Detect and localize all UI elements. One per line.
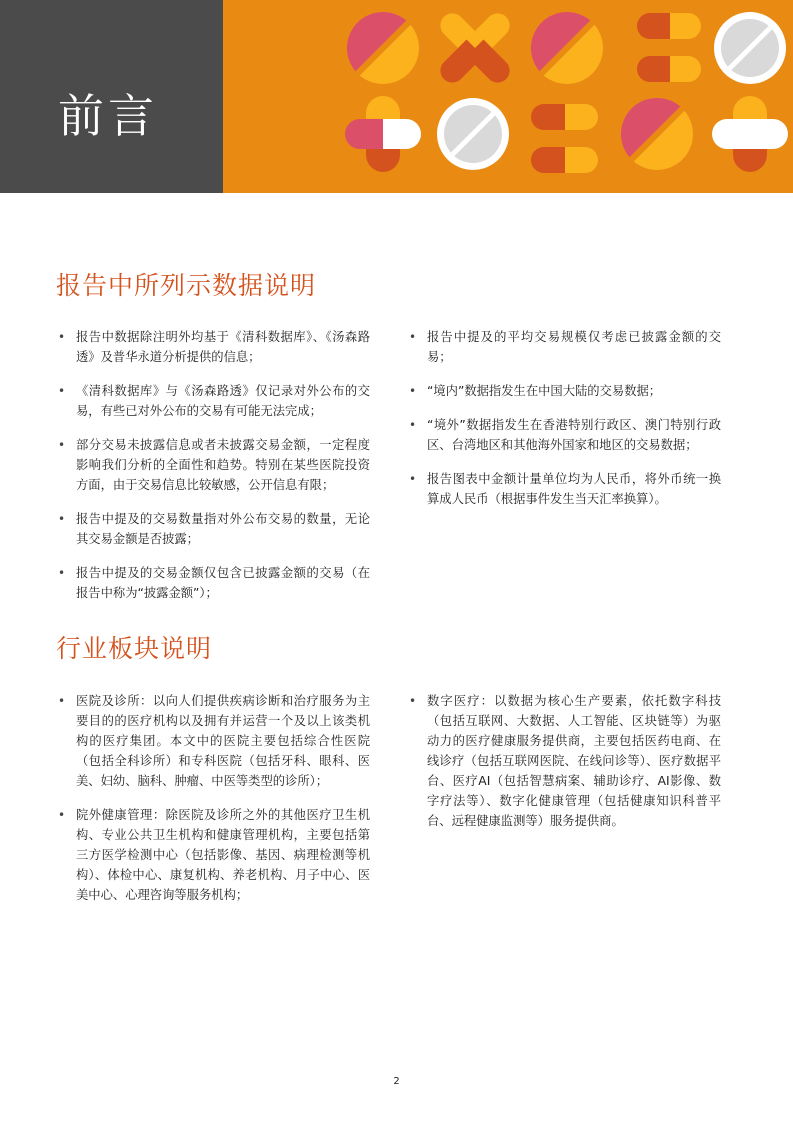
cross-icon (712, 96, 788, 172)
page-number: 2 (393, 1076, 400, 1087)
header-banner (0, 0, 793, 193)
pill-white-icon (714, 12, 786, 84)
pill-pink-yellow-icon (621, 98, 693, 170)
industry-left-list (58, 691, 370, 919)
pill-white-icon (437, 98, 509, 170)
list-item: • 部分交易未披露信息或者未披露交易金额，一定程度影响我们分析的全面性和趋势。特别在某些医院投资方面，由于交易信息比较敏感，公开信息有限； (58, 435, 370, 495)
pill-pattern-graphic (223, 0, 793, 193)
industry-right-list (409, 691, 721, 845)
list-item: • “境外”数据指发生在香港特别行政区、澳门特别行政区、台湾地区和其他海外国家和地区的交易数据； (409, 415, 721, 455)
list-item: • 医院及诊所：以向人们提供疾病诊断和治疗服务为主要目的的医疗机构以及拥有并运营一个及以上该类机构的医疗集团。本文中的医院主要包括综合性医院（包括全科诊所）和专科医院（包括牙科、眼科、医美、妇幼、脑科、肿瘤、中医等类型的诊所）； (58, 691, 370, 791)
list-item: • 报告中提及的交易金额仅包含已披露金额的交易（在报告中称为“披露金额”）； (58, 563, 370, 603)
data-notes-right-list (409, 327, 721, 523)
cross-icon (413, 0, 537, 110)
capsule-pair-icon (531, 104, 598, 173)
section-title-industry: 行业板块说明 (56, 634, 213, 663)
list-item: • 数字医疗：以数据为核心生产要素，依托数字科技（包括互联网、大数据、人工智能、区块链等）为驱动力的医疗健康服务提供商，主要包括医药电商、在线诊疗（包括互联网医院、在线问诊等）、医疗数据平台、医疗AI（包括智慧病案、辅助诊疗、AI影像、数字疗法等）、数字化健康管理（包括健康知识科普平台、远程健康监测等）服务提供商。 (409, 691, 721, 831)
list-item: • “境内”数据指发生在中国大陆的交易数据； (409, 381, 721, 401)
capsule-pair-icon (637, 13, 701, 82)
list-item: • 院外健康管理：除医院及诊所之外的其他医疗卫生机构、专业公共卫生机构和健康管理机构，主要包括第三方医学检测中心（包括影像、基因、病理检测等机构）、体检中心、康复机构、养老机构、月子中心、医美中心、心理咨询等服务机构； (58, 805, 370, 905)
list-item: • 《清科数据库》与《汤森路透》仅记录对外公布的交易，有些已对外公布的交易有可能无法完成； (58, 381, 370, 421)
list-item: • 报告图表中金额计量单位均为人民币，将外币统一换算成人民币（根据事件发生当天汇率换算）。 (409, 469, 721, 509)
list-item: • 报告中提及的平均交易规模仅考虑已披露金额的交易； (409, 327, 721, 367)
cross-icon (345, 96, 421, 172)
section-title-data-notes: 报告中所列示数据说明 (56, 271, 317, 300)
list-item: • 报告中数据除注明外均基于《清科数据库》、《汤森路透》及普华永道分析提供的信息； (58, 327, 370, 367)
list-item: • 报告中提及的交易数量指对外公布交易的数量，无论其交易金额是否披露； (58, 509, 370, 549)
page-title: 前言 (58, 89, 158, 143)
pill-pink-yellow-icon (347, 12, 419, 84)
data-notes-left-list (58, 327, 370, 617)
pill-pink-yellow-icon (531, 12, 603, 84)
